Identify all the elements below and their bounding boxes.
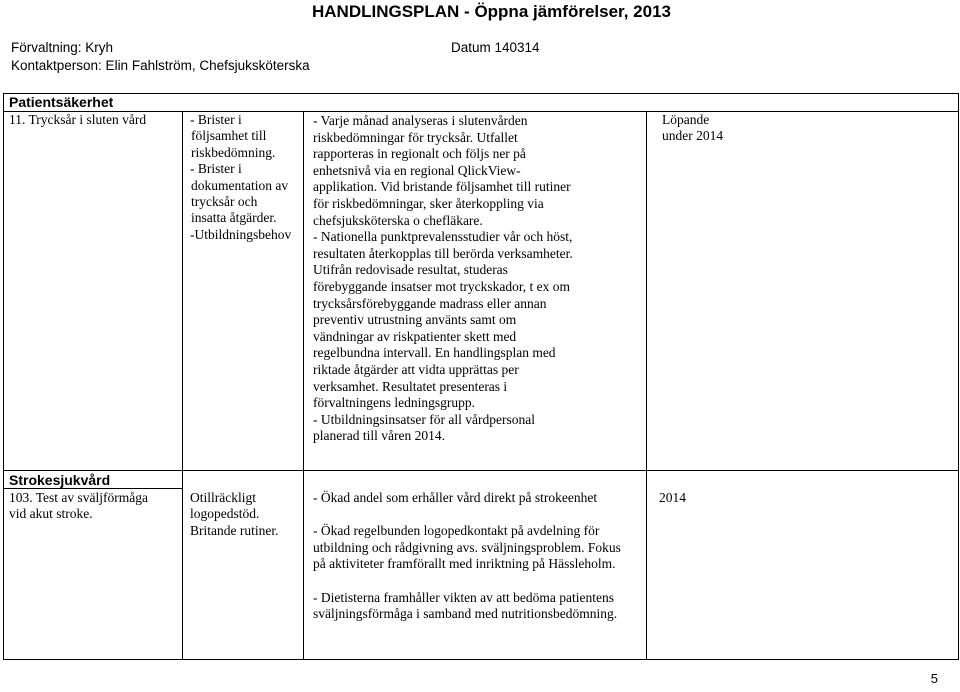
page-number: 5 <box>930 671 938 686</box>
actions-svaljformaga: - Ökad andel som erhåller vård direkt på strokeenhet - Ökad regelbunden logopedkontakt på avdelning för utbildning och rådgivning avs. sväljningsproblem. Fokus på aktiviteter framförallt med inriktning på Hässleholm. - Dietisterna framhåller vikten av att bedöma patientens sväljningsförmåga i samband med nutritionsbedömning. <box>313 490 621 622</box>
problems-trycksar: - Brister i följsamhet till riskbedömning. - Brister i dokumentation av trycksår och insatta åtgärder. -Utbildningsbehov <box>190 112 292 242</box>
forvaltning-label: Förvaltning: Kryh <box>11 40 114 55</box>
kontaktperson-label: Kontaktperson: Elin Fahlström, Chefsjuksköterska <box>11 58 310 73</box>
section-heading-strokesjukvard: Strokesjukvård <box>9 472 111 488</box>
problems-svaljformaga: Otillräckligt logopedstöd. Britande rutiner. <box>190 490 279 538</box>
section-heading-patientsakerhet: Patientsäkerhet <box>9 94 114 110</box>
datum-label: Datum 140314 <box>451 40 540 55</box>
indicator-svaljformaga: 103. Test av sväljförmåga vid akut stroke. <box>9 490 149 522</box>
document-title: HANDLINGSPLAN - Öppna jämförelser, 2013 <box>312 2 671 21</box>
timeline-trycksar: Löpande under 2014 <box>662 112 724 144</box>
timeline-svaljformaga: 2014 <box>659 490 686 505</box>
indicator-trycksar: 11. Trycksår i sluten vård <box>9 112 147 127</box>
actions-trycksar: - Varje månad analyseras i slutenvården riskbedömningar för trycksår. Utfallet rapporteras in regionalt och följs ner på enhetsnivå via en regional QlickView- applikation. Vid bristande följsamhet till rutiner för riskbedömningar, sker återkoppling via chefsjuksköterska o chefläkare. - Nationella punktprevalensstudier vår och höst, resultaten återkopplas till berörda verksamheter. Utifrån redovisade resultat, studeras förebyggande insatser mot tryckskador, t ex om trycksårsförebyggande madrass eller annan preventiv utrustning använts samt om vändningar av riskpatienter skett med regelbundna intervall. En handlingsplan med riktade åtgärder att vidta upprättas per verksamhet. Resultatet presenteras i förvaltningens ledningsgrupp. - Utbildningsinsatser för all vårdpersonal planerad till våren 2014. <box>313 113 573 444</box>
